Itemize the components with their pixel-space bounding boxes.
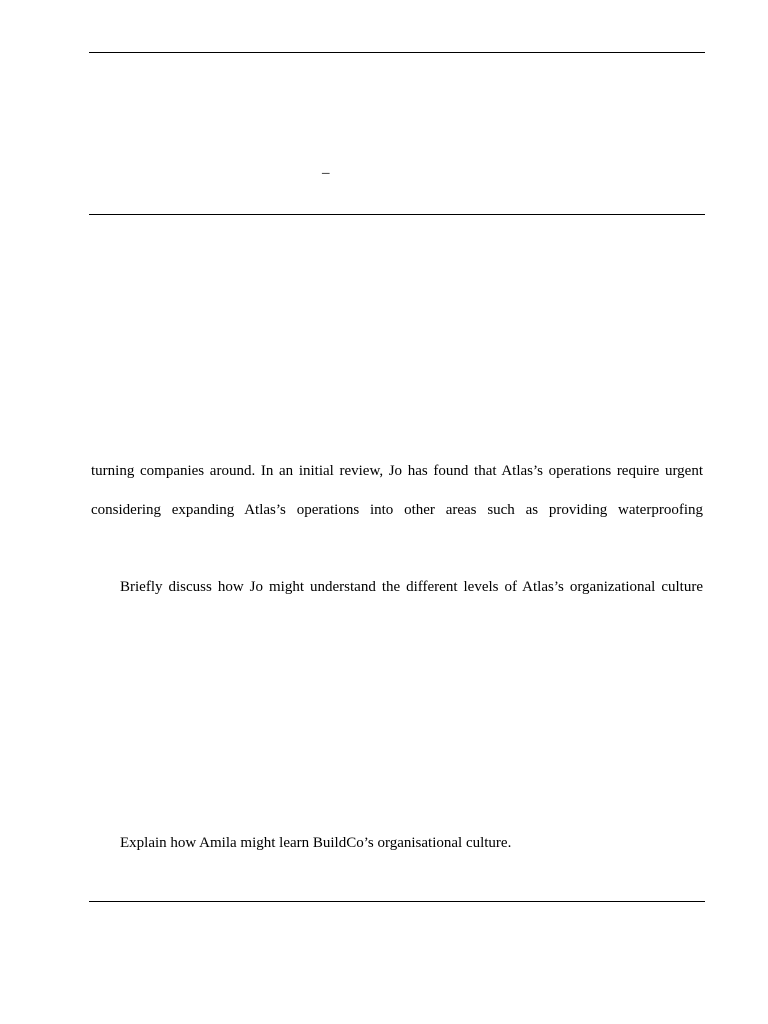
question-text: Briefly discuss how Jo might understand the different levels of Atlas’s organizational culture [120,579,703,595]
paragraph-line: considering expanding Atlas’s operations into other areas such as providing waterproofing [91,502,703,518]
paragraph-line: turning companies around. In an initial review, Jo has found that Atlas’s operations require urgent [91,463,703,479]
question-text: Explain how Amila might learn BuildCo’s organisational culture. [120,835,512,851]
header-dash: – [322,165,330,181]
header-bottom-divider [89,214,705,215]
top-divider [89,52,705,53]
bottom-divider [89,901,705,902]
